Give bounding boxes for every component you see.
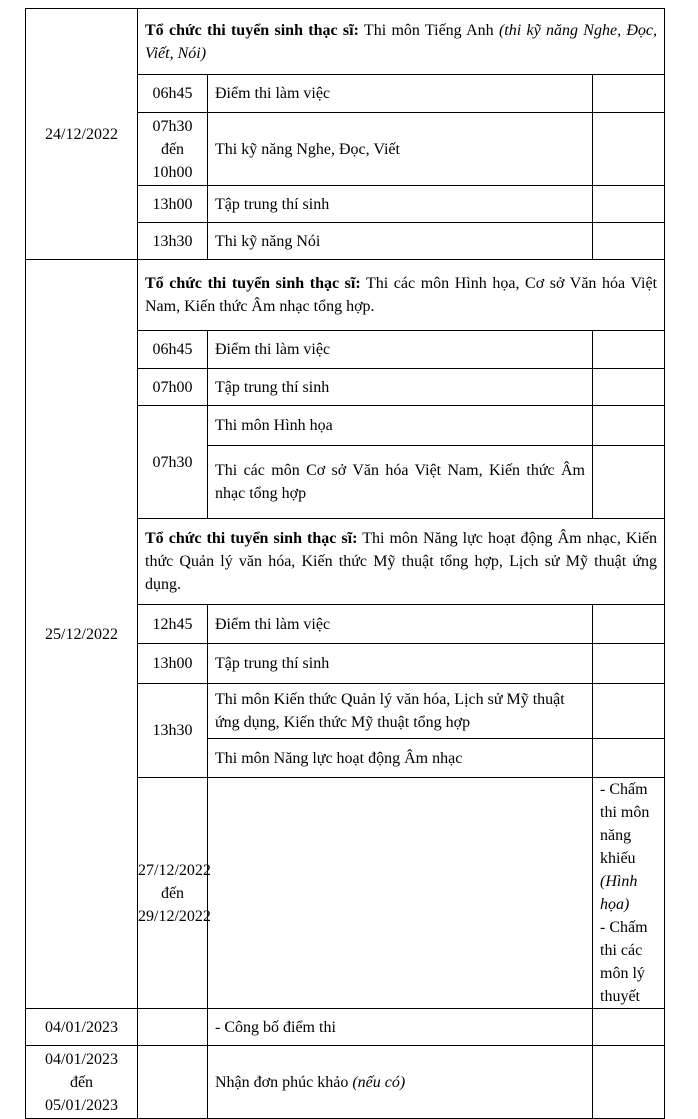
date-start: 04/01/2023 xyxy=(45,1050,118,1068)
time-cell: 13h00 xyxy=(138,186,208,223)
time-cell xyxy=(208,778,593,1009)
schedule-table xyxy=(25,8,665,1119)
activity-cell: Tập trung thí sinh xyxy=(208,644,593,684)
time-cell: 13h30 xyxy=(138,684,208,778)
activity-cell: Điểm thi làm việc xyxy=(208,605,593,644)
section-header xyxy=(138,9,665,75)
date-cell: 04/01/2023 xyxy=(26,1009,138,1046)
note-cell xyxy=(593,605,665,644)
date-cell: 24/12/2022 xyxy=(26,9,138,260)
section-header-text: Thi các môn Hình họa, Cơ sở Văn hóa Việt Nam, Kiến thức Âm nhạc tổng hợp. xyxy=(145,275,658,315)
activity-item xyxy=(600,916,657,1008)
activity-cell: - Công bố điểm thi xyxy=(208,1009,593,1046)
activity-cell: Thi môn Hình họa xyxy=(208,406,593,446)
activity-cell: Thi kỹ năng Nói xyxy=(208,223,593,260)
time-cell: 12h45 xyxy=(138,605,208,644)
note-cell xyxy=(593,684,665,739)
note-cell xyxy=(593,1046,665,1119)
time-cell: 07h00 xyxy=(138,369,208,406)
activity-cell: Điểm thi làm việc xyxy=(208,75,593,113)
time-cell xyxy=(138,113,208,186)
section-header xyxy=(138,519,665,605)
note-cell xyxy=(593,186,665,223)
table-row xyxy=(26,260,665,331)
section-header-bold: Tổ chức thi tuyển sinh thạc sĩ: xyxy=(145,21,359,39)
date-to: đến xyxy=(69,1073,94,1091)
activity-cell xyxy=(208,1046,593,1119)
note-cell xyxy=(593,369,665,406)
section-header xyxy=(138,260,665,331)
date-to: đến xyxy=(160,884,185,902)
date-cell xyxy=(26,1046,138,1119)
time-cell xyxy=(138,1009,208,1046)
activity-item-text: - Chấm thi các môn lý thuyết xyxy=(600,919,648,1005)
table-row xyxy=(26,1046,665,1119)
time-cell xyxy=(138,1046,208,1119)
time-to: đến xyxy=(160,140,185,158)
date-end: 29/12/2022 xyxy=(138,907,211,925)
section-header-text: Thi môn Tiếng Anh xyxy=(358,21,499,39)
activity-cell: Thi môn Năng lực hoạt động Âm nhạc xyxy=(208,739,593,778)
time-cell: 06h45 xyxy=(138,331,208,369)
date-start: 27/12/2022 xyxy=(138,861,211,879)
activity-item xyxy=(600,778,657,916)
note-cell xyxy=(593,75,665,113)
time-cell: 13h30 xyxy=(138,223,208,260)
time-end: 10h00 xyxy=(152,163,193,181)
activity-cell: Thi kỹ năng Nghe, Đọc, Viết xyxy=(208,113,593,186)
activity-cell: Điểm thi làm việc xyxy=(208,331,593,369)
activity-item-text: - Chấm thi môn năng khiếu xyxy=(600,781,650,867)
activity-cell: Tập trung thí sinh xyxy=(208,369,593,406)
activity-item-text: Nhận đơn phúc khảo xyxy=(215,1073,353,1091)
section-header-bold: Tổ chức thi tuyển sinh thạc sĩ: xyxy=(145,275,361,292)
note-cell xyxy=(593,223,665,260)
note-cell xyxy=(593,644,665,684)
section-header-bold: Tổ chức thi tuyển sinh thạc sĩ: xyxy=(145,530,358,547)
note-cell xyxy=(593,113,665,186)
date-end: 05/01/2023 xyxy=(45,1096,118,1114)
time-cell: 06h45 xyxy=(138,75,208,113)
note-cell xyxy=(593,446,665,519)
date-cell: 25/12/2022 xyxy=(26,260,138,1009)
date-cell xyxy=(138,778,211,1009)
activity-cell: Thi các môn Cơ sở Văn hóa Việt Nam, Kiến thức Âm nhạc tổng hợp xyxy=(208,446,593,519)
time-start: 07h30 xyxy=(152,117,193,135)
activity-cell: Thi môn Kiến thức Quản lý văn hóa, Lịch sử Mỹ thuật ứng dụng, Kiến thức Mỹ thuật tổng hợp xyxy=(208,684,593,739)
table-row xyxy=(26,9,665,75)
note-cell xyxy=(593,1009,665,1046)
table-row xyxy=(26,1009,665,1046)
note-cell xyxy=(593,739,665,778)
time-cell: 07h30 xyxy=(138,406,208,519)
section-header-text: Thi môn Năng lực hoạt động Âm nhạc, Kiến thức Quản lý văn hóa, Kiến thức Mỹ thuật tổng hợp, Lịch sử Mỹ thuật ứng dụng. xyxy=(145,530,658,593)
note-cell xyxy=(593,406,665,446)
note-cell xyxy=(593,331,665,369)
activity-cell xyxy=(593,778,665,1009)
activity-item-italic: (nếu có) xyxy=(352,1073,406,1091)
time-cell: 13h00 xyxy=(138,644,208,684)
section-header-italic: (thi kỹ năng Nghe, Đọc, Viết, Nói) xyxy=(145,21,658,62)
activity-cell: Tập trung thí sinh xyxy=(208,186,593,223)
activity-item-italic: (Hình họa) xyxy=(600,873,638,913)
